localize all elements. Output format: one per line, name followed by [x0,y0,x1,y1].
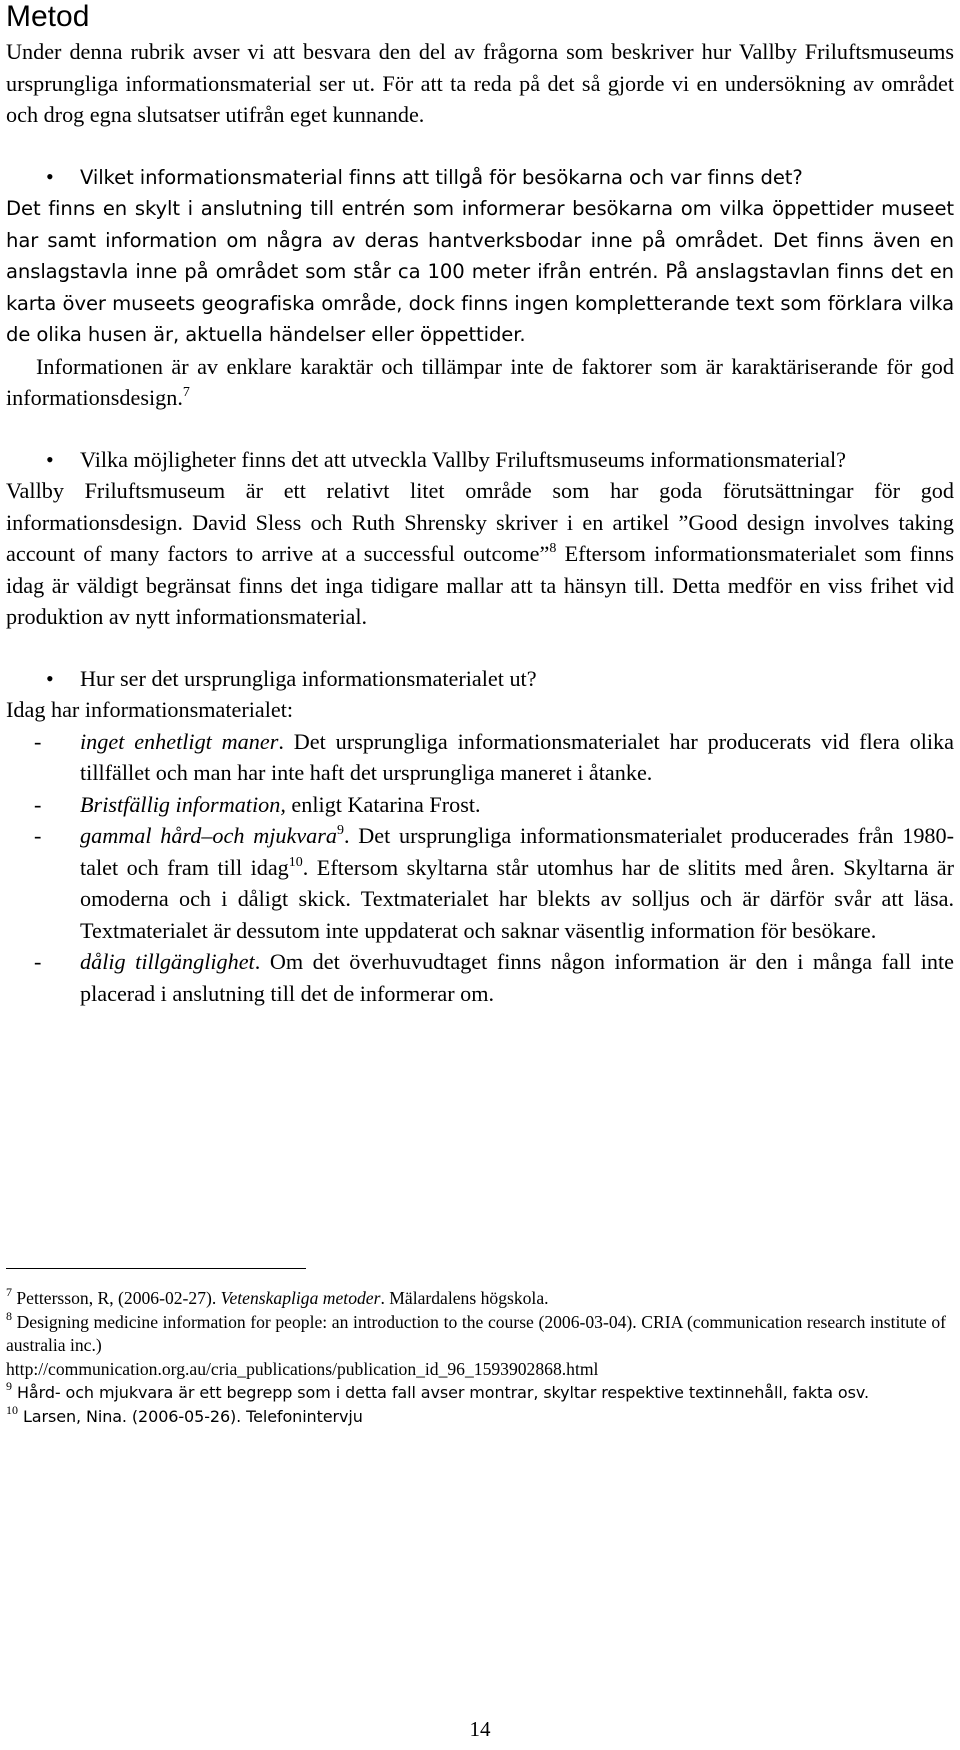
footnote-ref-8[interactable]: 8 [549,541,557,556]
list-item [6,789,954,821]
footnote-9 [6,1381,946,1405]
footnote-link[interactable]: http://communication.org.au/cria_publications/publication_id_96_1593902868.html [6,1358,599,1379]
bullet-icon: • [46,446,54,472]
footnote-text: Larsen, Nina. (2006-05-26). Telefonintervju [18,1406,363,1426]
conclusion-text: Informationen är av enklare karaktär och tillämpar inte de faktorer som är karaktäriserande för god informationsdesign. [6,353,954,410]
answer-1-part-b: På anslagstavlan finns det en karta över museets geografiska område, dock finns ingen kompletterande text som förklara vilka de olika husen är, aktuella händelser eller öppettider. [6,260,954,346]
question-1-conclusion [6,351,954,414]
footnote-title: Vetenskapliga metoder [220,1288,381,1308]
list-item-text: . Det ursprungliga informationsmaterialet har producerats vid flera olika tillfället och man har inte haft det ursprungliga maneret i åtanke. [80,728,954,785]
footnote-ref-10[interactable]: 10 [288,854,303,870]
document-page [6,0,954,1009]
footnote-text: Hård- och mjukvara är ett begrepp som i detta fall avser montrar, skyltar respektive textinnehåll, fakta osv. [12,1383,869,1402]
section-heading: Metod [6,0,90,33]
bullet-icon: • [46,163,54,189]
footnote-ref-9[interactable]: 9 [337,823,344,838]
footnote-text: . Mälardalens högskola. [380,1288,549,1308]
question-2-answer [6,475,954,633]
footnote-8-url [6,1358,946,1382]
list-item-emphasis: gammal hård–och mjukvara [80,823,337,848]
question-2 [6,444,954,476]
question-3 [6,663,954,695]
list-item-text-continued: . Eftersom skyltarna står utomhus har de slitits med åren. Skyltarna är omoderna och i dåligt skick. Textmaterialet har blekts av solljus och är därför svår att läsa. Textmaterialet är dessutom inte uppdaterat och saknar väsentlig information för besökare. [80,854,954,943]
question-1-text: Vilket informationsmaterial finns att tillgå för besökarna och var finns det? [80,165,803,189]
list-item-emphasis: Bristfällig information, [80,791,286,817]
list-item-text: . Om det överhuvudtaget finns någon information är den i många fall inte placerad i anslutning till det de informerar om. [80,949,954,1006]
footnote-text: Pettersson, R, (2006-02-27). [12,1288,221,1308]
footnote-8 [6,1308,946,1358]
dash-marker: - [34,823,42,848]
page-number: 14 [469,1717,491,1741]
list-item-emphasis: dålig tillgänglighet [80,949,255,974]
question-2-text: Vilka möjligheter finns det att utveckla Vallby Friluftsmuseums informationsmaterial? [80,446,847,472]
question-3-text: Hur ser det ursprungliga informationsmaterialet ut? [80,665,537,691]
footnote-7 [6,1287,946,1311]
list-item [6,946,954,1009]
answer-2-part-a: Vallby Friluftsmuseum är ett relativt litet område som har goda förutsättningar för god informationsdesign. David Sless och Ruth Shrensky skriver i en artikel ”Good design involves taking account of many factors to arrive at a successful outcome” [6,478,954,566]
question-1-answer [6,193,954,351]
list-item [6,726,954,789]
list-item [6,820,954,946]
footnotes-section [6,1268,946,1428]
footnote-number: 8 [6,1308,12,1323]
question-1 [6,161,954,194]
intro-paragraph: Under denna rubrik avser vi att besvara den del av frågorna som beskriver hur Vallby Friluftsmuseums ursprungliga informationsmaterial ser ut. För att ta reda på det så gjorde vi en undersökning av området och drog egna slutsatser utifrån eget kunnande. [6,39,954,127]
bullet-icon: • [46,665,54,691]
dash-marker: - [34,791,42,817]
footnote-text: Designing medicine information for people: an introduction to the course (2006-03-04). CRIA (communication research institute of australia inc.) [6,1311,946,1355]
answer-1-part-a: Det finns en skylt i anslutning till entrén som informerar besökarna om vilka öppettider museet har samt information om några av deras hantverksbodar inne på området. Det finns även en anslagstavla inne på området som står ca 100 meter ifrån entrén. [6,197,954,283]
dash-marker: - [34,949,42,974]
footnote-ref-7[interactable]: 7 [182,385,190,400]
dash-marker: - [34,728,42,754]
list-item-text: enligt Katarina Frost. [285,791,481,817]
footnote-number: 10 [6,1402,18,1417]
footnote-10 [6,1402,946,1429]
footnote-number: 7 [6,1285,12,1299]
footnote-divider [6,1268,306,1269]
list-item-emphasis: inget enhetligt maner [80,728,279,754]
footnote-number: 9 [6,1379,12,1393]
list-item-text: . Det ursprungliga informationsmaterialet producerades från 1980-talet och fram till idag [80,823,954,880]
question-3-lead: Idag har informationsmaterialet: [6,697,294,722]
answer-2-part-b: Eftersom informationsmaterialet som finns idag är väldigt begränsat finns det inga tidigare mallar att ta hänsyn till. Detta medför en viss frihet vid produktion av nytt informationsmaterial. [6,541,954,629]
